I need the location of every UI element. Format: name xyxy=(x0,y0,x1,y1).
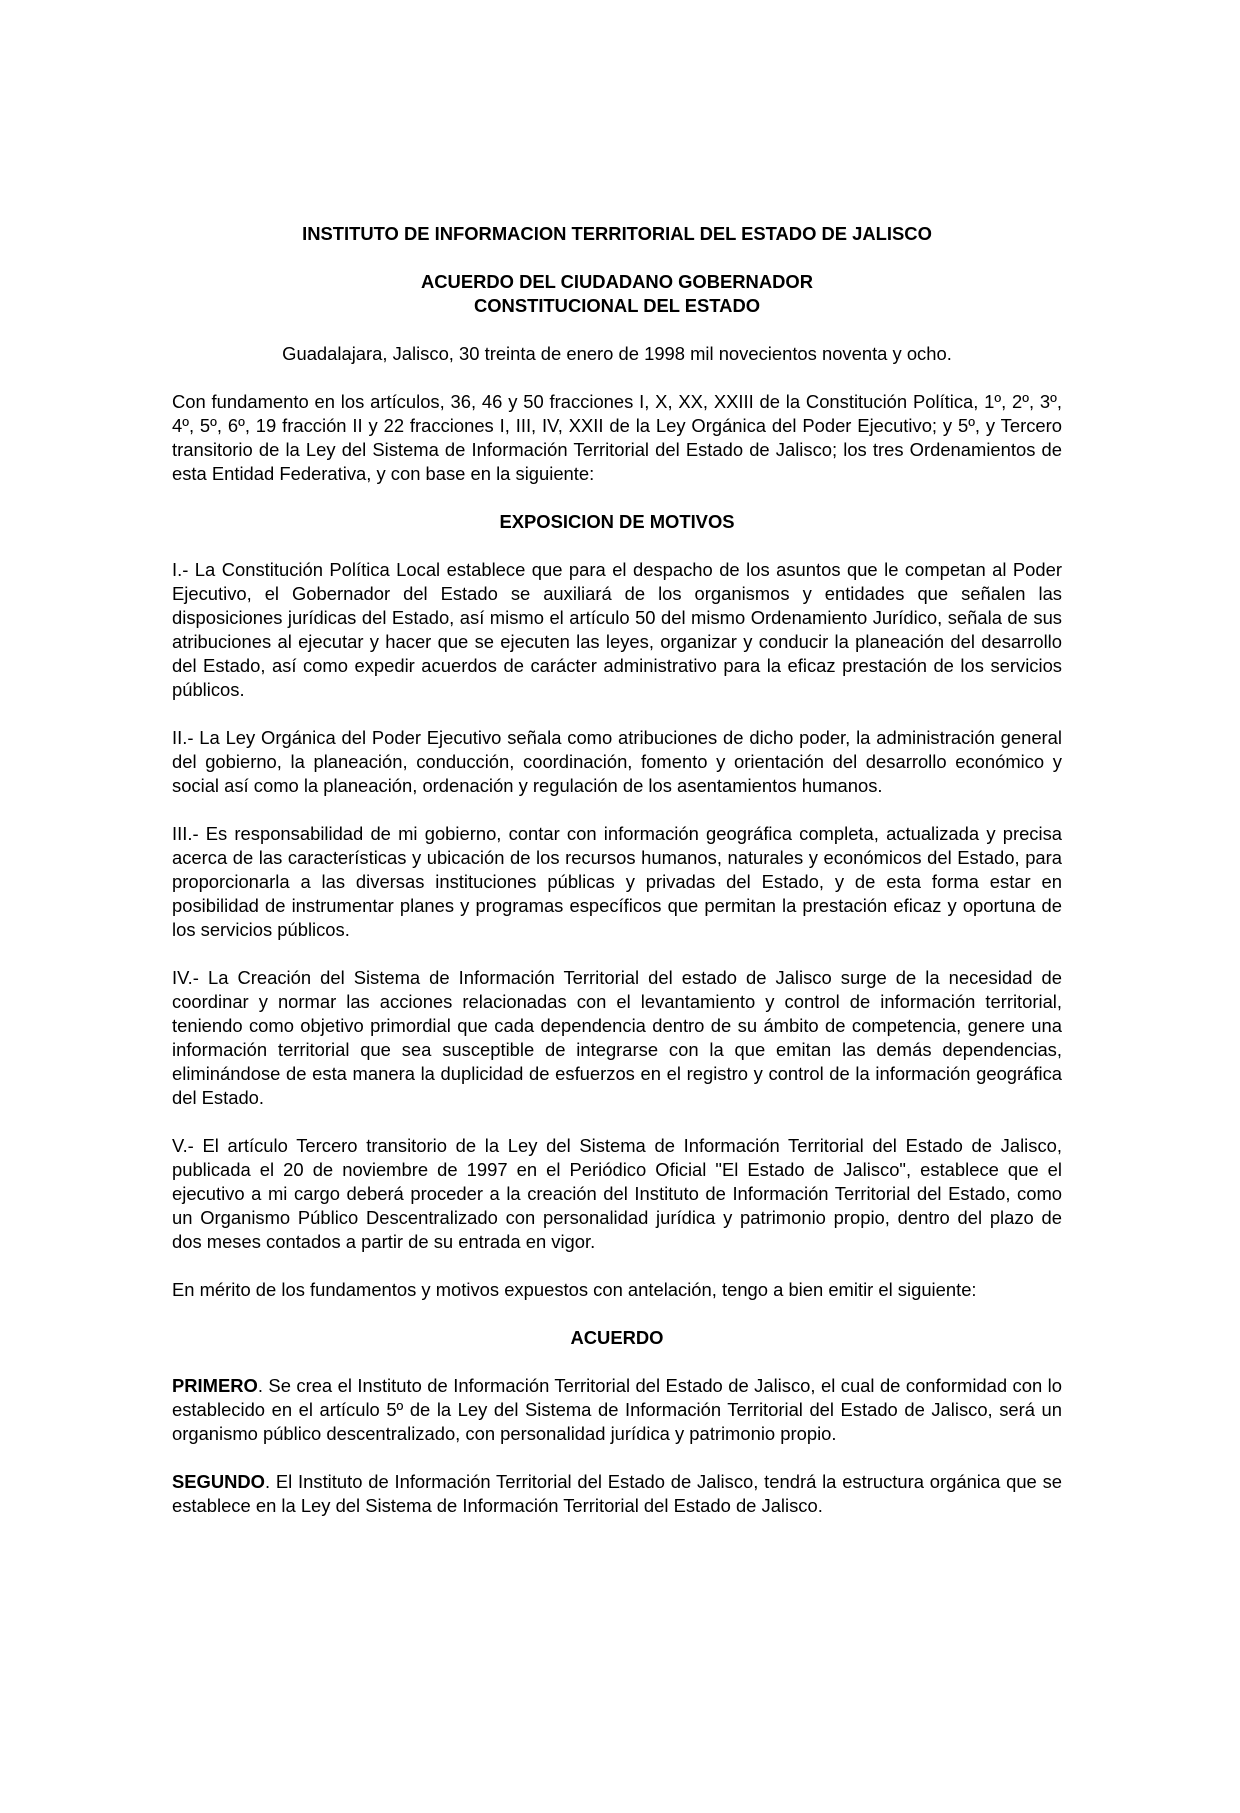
segundo-label: SEGUNDO xyxy=(172,1471,265,1492)
document-page xyxy=(172,222,1062,1518)
fundamento-paragraph: Con fundamento en los artículos, 36, 46 y 50 fracciones I, X, XX, XXIII de la Constitución Política, 1º, 2º, 3º, 4º, 5º, 6º, 19 fracción II y 22 fracciones I, III, IV, XXII de la Ley Orgánica del Poder Ejecutivo; y 5º, y Tercero transitorio de la Ley del Sistema de Información Territorial del Estado de Jalisco; los tres Ordenamientos de esta Entidad Federativa, y con base en la siguiente: xyxy=(172,391,1062,484)
motivo-paragraph-2: II.- La Ley Orgánica del Poder Ejecutivo señala como atribuciones de dicho poder, la administración general del gobierno, la planeación, conducción, coordinación, fomento y orientación del desarrollo económico y social así como la planeación, ordenación y regulación de los asentamientos humanos. xyxy=(172,727,1062,796)
segundo-text: . El Instituto de Información Territorial del Estado de Jalisco, tendrá la estructura orgánica que se establece en la Ley del Sistema de Información Territorial del Estado de Jalisco. xyxy=(172,1471,1062,1516)
document-subtitle-line2: CONSTITUCIONAL DEL ESTADO xyxy=(473,295,761,316)
segundo-article xyxy=(172,1470,1062,1518)
motivo-paragraph-4: IV.- La Creación del Sistema de Información Territorial del estado de Jalisco surge de la necesidad de coordinar y normar las acciones relacionadas con el levantamiento y control de información territorial, teniendo como objetivo primordial que cada dependencia dentro de su ámbito de competencia, genere una información territorial que sea susceptible de integrarse con la que emitan las demás dependencias, eliminándose de esta manera la duplicidad de esfuerzos en el registro y control de la información geográfica del Estado. xyxy=(172,967,1062,1108)
primero-article xyxy=(172,1374,1062,1446)
date-line: Guadalajara, Jalisco, 30 treinta de enero de 1998 mil novecientos noventa y ocho. xyxy=(282,343,952,364)
primero-label: PRIMERO xyxy=(172,1375,258,1396)
document-title: INSTITUTO DE INFORMACION TERRITORIAL DEL ESTADO DE JALISCO xyxy=(302,223,932,244)
document-subtitle-line1: ACUERDO DEL CIUDADANO GOBERNADOR xyxy=(420,271,813,292)
primero-text: . Se crea el Instituto de Información Territorial del Estado de Jalisco, el cual de conformidad con lo establecido en el artículo 5º de la Ley del Sistema de Información Territorial del Estado de Jalisco, será un organismo público descentralizado, con personalidad jurídica y patrimonio propio. xyxy=(172,1375,1062,1444)
exposicion-heading: EXPOSICION DE MOTIVOS xyxy=(499,511,735,532)
motivo-paragraph-1: I.- La Constitución Política Local establece que para el despacho de los asuntos que le competan al Poder Ejecutivo, el Gobernador del Estado se auxiliará de los organismos y entidades que señalen las disposiciones jurídicas del Estado, así mismo el artículo 50 del mismo Ordenamiento Jurídico, señala de sus atribuciones al ejecutar y hacer que se ejecuten las leyes, organizar y conducir la planeación del desarrollo del Estado, así como expedir acuerdos de carácter administrativo para la eficaz prestación de los servicios públicos. xyxy=(172,559,1062,700)
motivo-paragraph-5: V.- El artículo Tercero transitorio de la Ley del Sistema de Información Territorial del Estado de Jalisco, publicada el 20 de noviembre de 1997 en el Periódico Oficial "El Estado de Jalisco", establece que el ejecutivo a mi cargo deberá proceder a la creación del Instituto de Información Territorial del Estado, como un Organismo Público Descentralizado con personalidad jurídica y patrimonio propio, dentro del plazo de dos meses contados a partir de su entrada en vigor. xyxy=(172,1135,1062,1252)
merito-paragraph: En mérito de los fundamentos y motivos expuestos con antelación, tengo a bien emitir el siguiente: xyxy=(172,1279,977,1300)
acuerdo-heading: ACUERDO xyxy=(570,1327,664,1348)
motivo-paragraph-3: III.- Es responsabilidad de mi gobierno, contar con información geográfica completa, actualizada y precisa acerca de las características y ubicación de los recursos humanos, naturales y económicos del Estado, para proporcionarla a las diversas instituciones públicas y privadas del Estado, y de esta forma estar en posibilidad de instrumentar planes y programas específicos que permitan la prestación eficaz y oportuna de los servicios públicos. xyxy=(172,823,1062,940)
